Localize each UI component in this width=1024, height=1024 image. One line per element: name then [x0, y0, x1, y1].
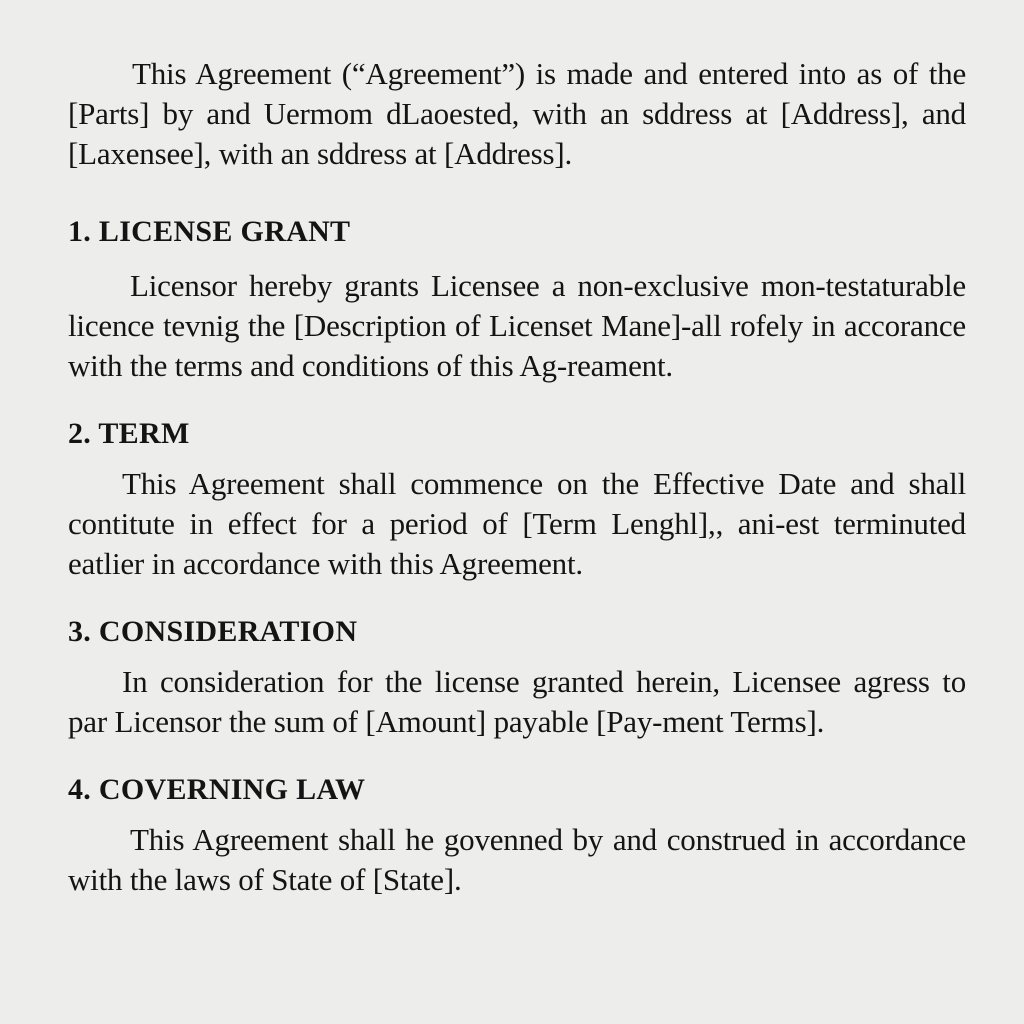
section-1-body: Licensor hereby grants Licensee a non-exclusive mon-testaturable licence tevnig the [Description of Licenset Mane]-all rofely in accorance with the terms and conditions of this Ag-reament.	[68, 268, 966, 383]
section-2-heading: 2. TERM	[68, 417, 190, 450]
section-1-heading: 1. LICENSE GRANT	[68, 215, 351, 248]
section-4-heading: 4. COVERNING LAW	[68, 773, 366, 806]
section-2-body: This Agreement shall commence on the Effective Date and shall contitute in effect for a period of [Term Lenghl],, ani-est terminuted eatlier in accordance with this Agreement.	[68, 466, 966, 581]
section-4-body: This Agreement shall he govenned by and construed in accordance with the laws of State of [State].	[68, 822, 966, 897]
section-3-body: In consideration for the license granted herein, Licensee agress to par Licensor the sum of [Amount] payable [Pay-ment Terms].	[68, 664, 966, 739]
intro-paragraph: This Agreement (“Agreement”) is made and entered into as of the [Parts] by and Uermom dLaoested, with an sddress at [Address], and [Laxensee], with an sddress at [Address].	[68, 56, 966, 171]
section-3-heading: 3. CONSIDERATION	[68, 615, 358, 648]
agreement-document	[68, 54, 966, 900]
